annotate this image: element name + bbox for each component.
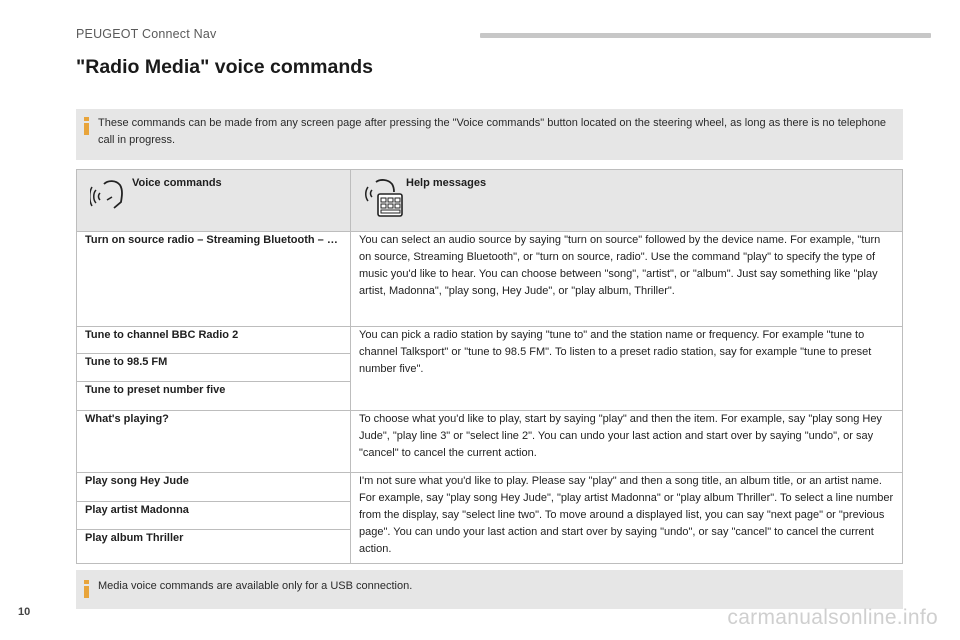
command-cell: Play song Hey Jude — [77, 473, 351, 502]
command-cell: Play album Thriller — [77, 530, 351, 564]
help-cell: You can select an audio source by saying "turn on source" followed by the device name. For example, "turn on source, Streaming Bluetooth", or "turn on source, radio". Use the command "play" to specify the type of music you'd like to hear. You can choose between "song", "artist", or "album". Just say something like "play artist, Madonna", "play song, Hey Jude", or "play album, Thriller". — [351, 232, 903, 327]
info-icon — [84, 580, 89, 598]
info-icon — [84, 117, 89, 135]
command-cell: Turn on source radio – Streaming Bluetooth – … — [77, 232, 351, 327]
header-title: PEUGEOT Connect Nav — [76, 27, 217, 41]
header-bar — [480, 33, 931, 38]
header-help-messages — [351, 170, 903, 232]
watermark: carmanualsonline.info — [727, 606, 938, 629]
col-commands-label: Voice commands — [132, 177, 222, 189]
page-number: 10 — [18, 606, 31, 618]
voice-commands-table — [76, 169, 903, 564]
command-cell: Tune to 98.5 FM — [77, 354, 351, 382]
help-cell: To choose what you'd like to play, start by saying "play" and then the item. For example, say "play song Hey Jude", "play line 3" or "select line 2". You can undo your last action and start over by saying "undo", or say "cancel" to cancel the current action. — [351, 411, 903, 473]
header-voice-commands — [77, 170, 351, 232]
info-text-bottom: Media voice commands are available only for a USB connection. — [98, 580, 413, 592]
info-box-top — [76, 109, 903, 160]
help-cell: I'm not sure what you'd like to play. Please say "play" and then a song title, an album title, or an artist name. For example, say "play song Hey Jude", "play artist Madonna" or "play album Thriller". To select a line number from the display, say "select line two". To move around a displayed list, you can say "next page" or "previous page". You can undo your last action and start over by saying "undo", or say "cancel" to cancel the current action. — [351, 473, 903, 564]
command-cell: Play artist Madonna — [77, 502, 351, 530]
info-text-top: These commands can be made from any screen page after pressing the "Voice commands" button located on the steering wheel, as long as there is no telephone call in progress. — [98, 117, 887, 146]
help-message-icon — [364, 178, 404, 221]
help-cell: You can pick a radio station by saying "tune to" and the station name or frequency. For example "tune to channel Talksport" or "tune to 98.5 FM". To listen to a preset radio station, say for example "tune to preset number five". — [351, 327, 903, 411]
voice-command-icon — [90, 178, 128, 217]
col-help-label: Help messages — [406, 177, 487, 189]
command-cell: Tune to channel BBC Radio 2 — [77, 327, 351, 354]
command-cell: What's playing? — [77, 411, 351, 473]
page-title: "Radio Media" voice commands — [76, 56, 373, 78]
info-box-bottom — [76, 570, 903, 609]
command-cell: Tune to preset number five — [77, 382, 351, 411]
